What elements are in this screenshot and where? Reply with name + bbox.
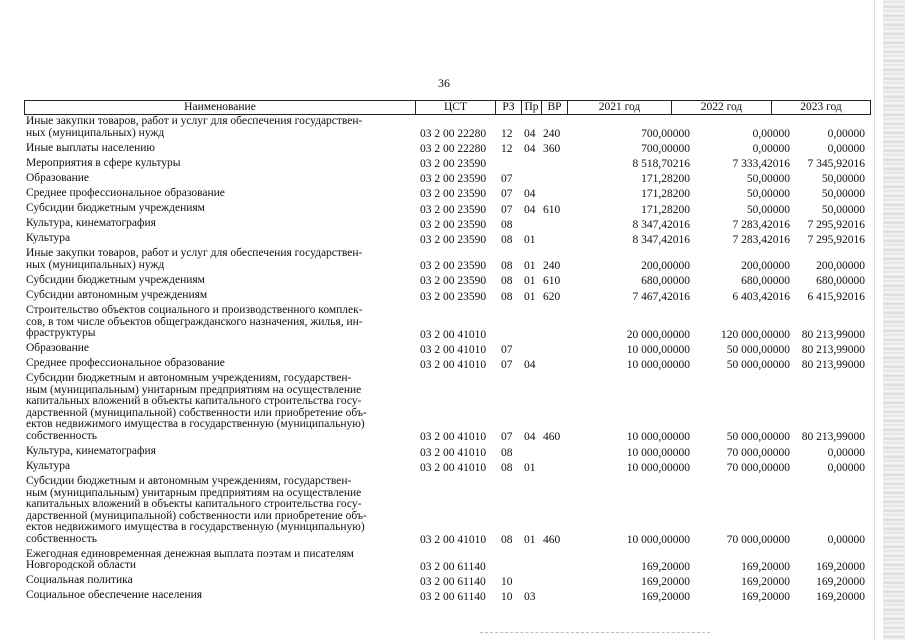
row-pr: 01: [524, 260, 536, 273]
header-2021: 2021 год: [567, 101, 671, 114]
row-pr: 01: [524, 275, 536, 288]
row-cst: 03 2 00 22280: [420, 128, 487, 141]
row-2021: 169,20000: [641, 590, 690, 603]
row-cst: 03 2 00 61140: [420, 575, 486, 588]
table-body: [24, 115, 871, 604]
row-2021: 169,20000: [641, 575, 690, 588]
table-header: [24, 100, 871, 115]
row-rz: 08: [501, 233, 513, 246]
row-2022: 70 000,00000: [726, 446, 790, 459]
table-row: [24, 342, 871, 357]
table-row: [24, 475, 871, 548]
row-name: [26, 343, 414, 355]
row-cst: 03 2 00 61140: [420, 560, 486, 573]
row-cst: 03 2 00 41010: [420, 461, 487, 474]
scan-edge-line: [874, 0, 875, 640]
row-rz: 07: [501, 343, 513, 356]
row-name: [26, 203, 414, 215]
row-vr: 460: [543, 534, 561, 547]
row-cst: 03 2 00 23590: [420, 188, 487, 201]
row-rz: 12: [501, 143, 513, 156]
row-name-line: Культура: [26, 460, 71, 472]
row-2022: 169,20000: [741, 575, 790, 588]
row-2022: 169,20000: [741, 590, 790, 603]
row-cst: 03 2 00 23590: [420, 173, 487, 186]
row-name: [26, 275, 414, 287]
row-cst: 03 2 00 41010: [420, 431, 487, 444]
table-row: [24, 232, 871, 247]
row-name: [26, 305, 414, 340]
row-name-line: сов, в том числе объектов общегражданского назначения, жилья, ин-: [26, 315, 363, 328]
row-2022: 169,20000: [741, 560, 790, 573]
row-name-line: Социальное обеспечение населения: [26, 589, 203, 602]
row-cst: 03 2 00 23590: [420, 275, 487, 288]
row-name-line: Культура, кинематография: [26, 444, 156, 457]
row-name-line: Среднее профессиональное образование: [26, 357, 225, 370]
row-name-line: собственность: [26, 532, 98, 545]
row-name: [26, 358, 414, 370]
row-cst: 03 2 00 41010: [420, 343, 487, 356]
row-2022: 50 000,00000: [726, 358, 790, 371]
row-2022: 70 000,00000: [726, 461, 790, 474]
row-2021: 10 000,00000: [626, 343, 690, 356]
row-2021: 8 347,42016: [632, 218, 690, 231]
row-name: [26, 218, 414, 230]
table-row: [24, 202, 871, 217]
row-rz: 10: [501, 575, 513, 588]
row-name: [26, 116, 414, 139]
row-rz: 08: [501, 446, 513, 459]
row-name-line: Субсидии бюджетным учреждениям: [26, 273, 205, 286]
row-2021: 10 000,00000: [626, 534, 690, 547]
row-2023: 6 415,92016: [807, 290, 865, 303]
row-name: [26, 549, 414, 572]
table-row: [24, 304, 871, 342]
row-2022: 0,00000: [752, 128, 790, 141]
table-row: [24, 548, 871, 575]
row-2022: 50 000,00000: [726, 343, 790, 356]
row-name-line: Субсидии бюджетным учреждениям: [26, 201, 205, 214]
row-2023: 200,00000: [816, 260, 865, 273]
row-name-line: капитальных вложений в объекты капитального строительства госу-: [26, 395, 362, 408]
scan-bottom-artifact: [480, 632, 710, 634]
row-2021: 169,20000: [641, 560, 690, 573]
row-name-line: ным (муниципальным) унитарным предприятиям на осуществление: [26, 383, 362, 396]
row-name: [26, 143, 414, 155]
row-name-line: Иные закупки товаров, работ и услуг для обеспечения государствен-: [26, 115, 363, 127]
header-2023: 2023 год: [771, 101, 870, 114]
row-name-line: Субсидии бюджетным и автономным учреждениям, государствен-: [26, 475, 352, 488]
row-vr: 460: [543, 431, 561, 444]
row-cst: 03 2 00 23590: [420, 158, 487, 171]
row-2022: 0,00000: [752, 143, 790, 156]
row-name: [26, 461, 414, 473]
row-vr: 240: [543, 128, 561, 141]
row-name-line: дарственной (муниципальной) собственности или приобретение объ-: [26, 406, 367, 419]
row-name-line: Иные выплаты населению: [26, 141, 155, 154]
row-cst: 03 2 00 41010: [420, 358, 487, 371]
row-2023: 50,00000: [821, 203, 865, 216]
row-2021: 10 000,00000: [626, 461, 690, 474]
row-2023: 80 213,99000: [801, 328, 865, 341]
header-2022: 2022 год: [671, 101, 771, 114]
row-pr: 01: [524, 461, 536, 474]
row-2021: 20 000,00000: [626, 328, 690, 341]
row-name: [26, 476, 414, 545]
row-rz: 08: [501, 260, 513, 273]
row-pr: 04: [524, 358, 536, 371]
table-row: [24, 274, 871, 289]
table-row: [24, 217, 871, 232]
row-2023: 7 295,92016: [807, 233, 865, 246]
row-name-line: ных (муниципальных) нужд: [26, 258, 165, 271]
row-2021: 10 000,00000: [626, 431, 690, 444]
row-2023: 80 213,99000: [801, 431, 865, 444]
row-name: [26, 290, 414, 302]
row-vr: 610: [543, 275, 561, 288]
row-rz: 08: [501, 461, 513, 474]
row-2022: 70 000,00000: [726, 534, 790, 547]
row-pr: 04: [524, 143, 536, 156]
row-vr: 360: [543, 143, 561, 156]
row-2023: 0,00000: [827, 461, 865, 474]
row-name-line: Иные закупки товаров, работ и услуг для обеспечения государствен-: [26, 247, 363, 260]
row-2023: 0,00000: [827, 128, 865, 141]
header-pr: Пр: [521, 101, 541, 114]
row-rz: 08: [501, 290, 513, 303]
row-name-line: фраструктуры: [26, 327, 96, 340]
row-cst: 03 2 00 23590: [420, 290, 487, 303]
scan-edge-shadow: [883, 0, 905, 640]
table-row: [24, 289, 871, 304]
row-2023: 0,00000: [827, 143, 865, 156]
row-2023: 169,20000: [816, 575, 865, 588]
table-row: [24, 589, 871, 604]
row-name-line: капитальных вложений в объекты капитального строительства госу-: [26, 498, 362, 511]
row-cst: 03 2 00 23590: [420, 233, 487, 246]
row-2021: 200,00000: [641, 260, 690, 273]
row-rz: 10: [501, 590, 513, 603]
row-2022: 120 000,00000: [721, 328, 790, 341]
row-2023: 7 345,92016: [807, 158, 865, 171]
row-name-line: Социальная политика: [26, 574, 133, 587]
row-2022: 7 283,42016: [732, 218, 790, 231]
row-2022: 680,00000: [741, 275, 790, 288]
table-row: [24, 574, 871, 589]
row-name-line: Строительство объектов социального и производственного комплек-: [26, 304, 363, 317]
row-pr: 04: [524, 203, 536, 216]
row-2021: 10 000,00000: [626, 446, 690, 459]
row-name: [26, 446, 414, 458]
row-2021: 171,28200: [641, 203, 690, 216]
table-row: [24, 247, 871, 274]
row-2021: 700,00000: [641, 143, 690, 156]
row-name-line: Образование: [26, 171, 90, 184]
row-name-line: Новгородской области: [26, 559, 137, 572]
row-name-line: Субсидии автономным учреждениям: [26, 288, 208, 301]
row-cst: 03 2 00 23590: [420, 218, 487, 231]
row-name-line: собственность: [26, 429, 98, 442]
row-name-line: Мероприятия в сфере культуры: [26, 156, 181, 169]
row-name-line: Субсидии бюджетным и автономным учреждениям, государствен-: [26, 372, 352, 385]
row-rz: 07: [501, 173, 513, 186]
row-name-line: ных (муниципальных) нужд: [26, 126, 165, 139]
row-pr: 04: [524, 128, 536, 141]
row-2022: 7 333,42016: [732, 158, 790, 171]
row-name: [26, 373, 414, 442]
row-2022: 50,00000: [746, 173, 790, 186]
row-2021: 680,00000: [641, 275, 690, 288]
row-2023: 0,00000: [827, 446, 865, 459]
row-name: [26, 233, 414, 245]
row-pr: 04: [524, 431, 536, 444]
row-name-line: Среднее профессиональное образование: [26, 186, 225, 199]
row-2023: 7 295,92016: [807, 218, 865, 231]
table-row: [24, 187, 871, 202]
row-name: [26, 248, 414, 271]
row-2023: 0,00000: [827, 534, 865, 547]
row-pr: 01: [524, 534, 536, 547]
row-name: [26, 590, 414, 602]
table-row: [24, 372, 871, 445]
row-2023: 169,20000: [816, 560, 865, 573]
row-2022: 7 283,42016: [732, 233, 790, 246]
page-number: 36: [438, 76, 450, 90]
row-cst: 03 2 00 41010: [420, 328, 487, 341]
table-row: [24, 172, 871, 187]
row-vr: 240: [543, 260, 561, 273]
row-cst: 03 2 00 23590: [420, 260, 487, 273]
row-name-line: Образование: [26, 342, 90, 355]
row-2023: 680,00000: [816, 275, 865, 288]
row-2021: 171,28200: [641, 173, 690, 186]
row-name-line: ектов недвижимого имущества в государственную (муниципальную): [26, 521, 365, 534]
budget-table: [24, 100, 871, 604]
row-rz: 07: [501, 203, 513, 216]
row-pr: 03: [524, 590, 536, 603]
row-2022: 6 403,42016: [732, 290, 790, 303]
row-cst: 03 2 00 22280: [420, 143, 487, 156]
row-2022: 200,00000: [741, 260, 790, 273]
row-vr: 620: [543, 290, 561, 303]
row-rz: 07: [501, 431, 513, 444]
row-2023: 80 213,99000: [801, 358, 865, 371]
row-2023: 50,00000: [821, 173, 865, 186]
row-2022: 50,00000: [746, 188, 790, 201]
row-2022: 50,00000: [746, 203, 790, 216]
row-2021: 7 467,42016: [632, 290, 690, 303]
row-2021: 171,28200: [641, 188, 690, 201]
header-rz: РЗ: [495, 101, 521, 114]
row-2021: 700,00000: [641, 128, 690, 141]
row-cst: 03 2 00 41010: [420, 446, 487, 459]
row-2023: 169,20000: [816, 590, 865, 603]
row-pr: 04: [524, 188, 536, 201]
row-2023: 80 213,99000: [801, 343, 865, 356]
row-rz: 08: [501, 534, 513, 547]
row-name-line: Культура, кинематография: [26, 217, 156, 230]
table-row: [24, 142, 871, 157]
row-name-line: Культура: [26, 232, 71, 245]
row-cst: 03 2 00 61140: [420, 590, 486, 603]
row-name-line: ектов недвижимого имущества в государственную (муниципальную): [26, 418, 365, 431]
row-2023: 50,00000: [821, 188, 865, 201]
row-pr: 01: [524, 290, 536, 303]
header-cst: ЦСТ: [415, 101, 495, 114]
row-name: [26, 188, 414, 200]
row-2021: 8 347,42016: [632, 233, 690, 246]
table-row: [24, 357, 871, 372]
row-pr: 01: [524, 233, 536, 246]
row-name: [26, 173, 414, 185]
row-rz: 08: [501, 275, 513, 288]
row-2021: 10 000,00000: [626, 358, 690, 371]
row-rz: 08: [501, 218, 513, 231]
row-rz: 12: [501, 128, 513, 141]
row-name-line: Ежегодная единовременная денежная выплата поэтам и писателям: [26, 547, 354, 560]
row-name: [26, 575, 414, 587]
row-rz: 07: [501, 358, 513, 371]
row-2021: 8 518,70216: [632, 158, 690, 171]
row-cst: 03 2 00 23590: [420, 203, 487, 216]
row-name-line: ным (муниципальным) унитарным предприятиям на осуществление: [26, 486, 362, 499]
row-2022: 50 000,00000: [726, 431, 790, 444]
header-name: Наименование: [184, 101, 256, 113]
row-rz: 07: [501, 188, 513, 201]
row-cst: 03 2 00 41010: [420, 534, 487, 547]
table-row: [24, 460, 871, 475]
header-vr: ВР: [541, 101, 567, 114]
row-vr: 610: [543, 203, 561, 216]
row-name-line: дарственной (муниципальной) собственности или приобретение объ-: [26, 509, 367, 522]
row-name: [26, 158, 414, 170]
table-row: [24, 157, 871, 172]
table-row: [24, 115, 871, 142]
table-row: [24, 445, 871, 460]
